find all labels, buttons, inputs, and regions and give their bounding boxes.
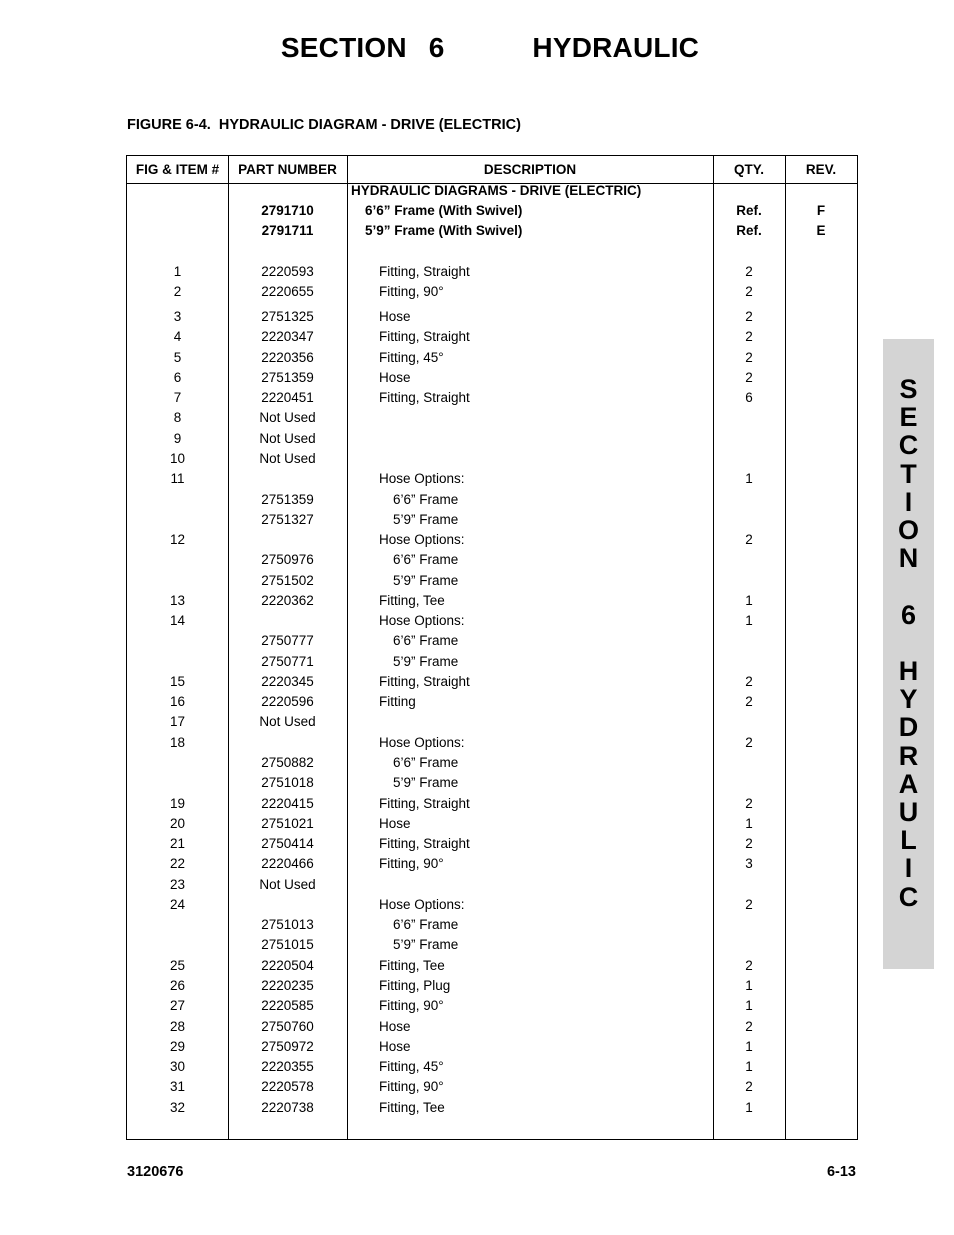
table-row <box>127 449 857 469</box>
table-row <box>127 388 857 408</box>
fig-item-cell: 18 <box>169 735 186 750</box>
description-cell: 5’9” Frame <box>393 573 459 588</box>
fig-item-cell: 8 <box>173 410 182 425</box>
table-row <box>127 429 857 449</box>
part-number-cell: Not Used <box>259 431 316 446</box>
table-row <box>127 712 857 732</box>
table-row <box>127 571 857 591</box>
table-row <box>127 996 857 1016</box>
qty-cell: 2 <box>745 958 753 973</box>
header-rev: REV. <box>805 162 837 177</box>
fig-item-cell: 9 <box>173 431 182 446</box>
fig-item-cell: 2 <box>173 284 182 299</box>
table-row <box>127 368 857 388</box>
table-row <box>127 221 857 241</box>
fig-item-cell: 15 <box>169 674 186 689</box>
description-cell: Fitting <box>379 694 416 709</box>
table-row <box>127 631 857 651</box>
table-row <box>127 834 857 854</box>
part-number-cell: 2751021 <box>261 816 314 831</box>
table-row <box>127 348 857 368</box>
part-number-cell: 2751013 <box>261 917 314 932</box>
qty-cell: 1 <box>745 978 753 993</box>
qty-cell: 2 <box>745 1019 753 1034</box>
table-row <box>127 692 857 712</box>
fig-item-cell: 21 <box>169 836 186 851</box>
description-cell: HYDRAULIC DIAGRAMS - DRIVE (ELECTRIC) <box>351 183 642 198</box>
section-tab-label: S E C T I O N 6 H Y D R A U L I C <box>897 374 919 912</box>
table-row <box>127 327 857 347</box>
document-number: 3120676 <box>127 1164 184 1180</box>
qty-cell: 2 <box>745 836 753 851</box>
table-row <box>127 181 857 201</box>
part-number-cell: 2751325 <box>261 309 314 324</box>
table-row <box>127 611 857 631</box>
qty-cell: 2 <box>745 735 753 750</box>
description-cell: Fitting, Plug <box>379 978 451 993</box>
qty-cell: 1 <box>745 1039 753 1054</box>
table-row <box>127 854 857 874</box>
fig-item-cell: 3 <box>173 309 182 324</box>
description-cell: Fitting, Straight <box>379 390 470 405</box>
table-row <box>127 1057 857 1077</box>
part-number-cell: 2750414 <box>261 836 314 851</box>
part-number-cell: 2750777 <box>261 633 314 648</box>
part-number-cell: 2220235 <box>261 978 314 993</box>
qty-cell: 2 <box>745 329 753 344</box>
table-row <box>127 591 857 611</box>
qty-cell: 2 <box>745 284 753 299</box>
table-row <box>127 530 857 550</box>
qty-cell: 2 <box>745 370 753 385</box>
part-number-cell: 2751018 <box>261 775 314 790</box>
table-row <box>127 262 857 282</box>
table-row <box>127 1037 857 1057</box>
table-row <box>127 794 857 814</box>
part-number-cell: 2220466 <box>261 856 314 871</box>
table-row <box>127 956 857 976</box>
description-cell: 6’6” Frame (With Swivel) <box>365 203 523 218</box>
description-cell: 5’9” Frame (With Swivel) <box>365 223 523 238</box>
fig-item-cell: 32 <box>169 1100 186 1115</box>
parts-table <box>126 155 858 1140</box>
header-part-number: PART NUMBER <box>238 162 337 177</box>
table-row <box>127 282 857 302</box>
part-number-cell: 2220347 <box>261 329 314 344</box>
fig-item-cell: 30 <box>169 1059 186 1074</box>
description-cell: 5’9” Frame <box>393 512 459 527</box>
part-number-cell: Not Used <box>259 877 316 892</box>
table-row <box>127 1017 857 1037</box>
part-number-cell: 2750760 <box>261 1019 314 1034</box>
qty-cell: 1 <box>745 1100 753 1115</box>
table-body <box>127 156 857 1139</box>
table-row <box>127 307 857 327</box>
description-cell: Hose <box>379 816 411 831</box>
table-row <box>127 935 857 955</box>
description-cell: 5’9” Frame <box>393 654 459 669</box>
header-description: DESCRIPTION <box>483 162 577 177</box>
part-number-cell: 2220345 <box>261 674 314 689</box>
part-number-cell: Not Used <box>259 451 316 466</box>
qty-cell: 3 <box>745 856 753 871</box>
table-row <box>127 814 857 834</box>
description-cell: Hose <box>379 370 411 385</box>
description-cell: Fitting, Tee <box>379 1100 445 1115</box>
fig-item-cell: 13 <box>169 593 186 608</box>
part-number-cell: 2220738 <box>261 1100 314 1115</box>
description-cell: Fitting, 90° <box>379 284 444 299</box>
description-cell: 5’9” Frame <box>393 775 459 790</box>
fig-item-cell: 22 <box>169 856 186 871</box>
fig-item-cell: 27 <box>169 998 186 1013</box>
part-number-cell: 2751327 <box>261 512 314 527</box>
page-number: 6-13 <box>826 1164 856 1180</box>
qty-cell: Ref. <box>736 223 762 238</box>
header-fig-item: FIG & ITEM # <box>135 162 220 177</box>
table-row <box>127 773 857 793</box>
qty-cell: 6 <box>745 390 753 405</box>
qty-cell: Ref. <box>736 203 762 218</box>
part-number-cell: 2791711 <box>261 223 314 238</box>
part-number-cell: 2751502 <box>261 573 314 588</box>
fig-item-cell: 25 <box>169 958 186 973</box>
fig-item-cell: 7 <box>173 390 182 405</box>
rev-cell: E <box>816 223 826 238</box>
table-row <box>127 915 857 935</box>
part-number-cell: 2220596 <box>261 694 314 709</box>
qty-cell: 2 <box>745 674 753 689</box>
fig-item-cell: 20 <box>169 816 186 831</box>
qty-cell: 1 <box>745 1059 753 1074</box>
fig-item-cell: 14 <box>169 613 186 628</box>
description-cell: Fitting, 45° <box>379 350 444 365</box>
description-cell: Fitting, Tee <box>379 593 445 608</box>
fig-item-cell: 28 <box>169 1019 186 1034</box>
part-number-cell: 2220362 <box>261 593 314 608</box>
description-cell: Hose Options: <box>379 735 465 750</box>
description-cell: Fitting, Straight <box>379 796 470 811</box>
table-row <box>127 895 857 915</box>
table-row <box>127 408 857 428</box>
fig-item-cell: 31 <box>169 1079 186 1094</box>
fig-item-cell: 29 <box>169 1039 186 1054</box>
description-cell: Fitting, Straight <box>379 329 470 344</box>
qty-cell: 2 <box>745 532 753 547</box>
table-row <box>127 753 857 773</box>
qty-cell: 1 <box>745 998 753 1013</box>
description-cell: 6’6” Frame <box>393 917 459 932</box>
qty-cell: 2 <box>745 350 753 365</box>
description-cell: Fitting, Straight <box>379 836 470 851</box>
qty-cell: 1 <box>745 593 753 608</box>
rev-cell: F <box>816 203 826 218</box>
table-row <box>127 510 857 530</box>
part-number-cell: Not Used <box>259 714 316 729</box>
qty-cell: 1 <box>745 471 753 486</box>
part-number-cell: 2220355 <box>261 1059 314 1074</box>
table-row <box>127 550 857 570</box>
table-row <box>127 1098 857 1118</box>
description-cell: 6’6” Frame <box>393 633 459 648</box>
description-cell: Hose Options: <box>379 532 465 547</box>
part-number-cell: 2220356 <box>261 350 314 365</box>
qty-cell: 2 <box>745 796 753 811</box>
fig-item-cell: 19 <box>169 796 186 811</box>
qty-cell: 2 <box>745 264 753 279</box>
fig-item-cell: 1 <box>173 264 182 279</box>
qty-cell: 2 <box>745 1079 753 1094</box>
description-cell: Hose <box>379 309 411 324</box>
part-number-cell: 2751359 <box>261 492 314 507</box>
part-number-cell: 2220451 <box>261 390 314 405</box>
description-cell: Hose Options: <box>379 471 465 486</box>
qty-cell: 2 <box>745 694 753 709</box>
part-number-cell: 2750972 <box>261 1039 314 1054</box>
table-row <box>127 733 857 753</box>
description-cell: Hose Options: <box>379 897 465 912</box>
table-row <box>127 976 857 996</box>
part-number-cell: 2220585 <box>261 998 314 1013</box>
fig-item-cell: 11 <box>170 471 185 486</box>
qty-cell: 2 <box>745 309 753 324</box>
description-cell: Hose <box>379 1019 411 1034</box>
description-cell: 5’9” Frame <box>393 937 459 952</box>
qty-cell: 2 <box>745 897 753 912</box>
part-number-cell: 2750882 <box>261 755 314 770</box>
table-row <box>127 652 857 672</box>
description-cell: 6’6” Frame <box>393 552 459 567</box>
part-number-cell: 2791710 <box>261 203 314 218</box>
description-cell: Fitting, Straight <box>379 264 470 279</box>
table-row <box>127 672 857 692</box>
table-row <box>127 1077 857 1097</box>
fig-item-cell: 26 <box>169 978 186 993</box>
table-row <box>127 875 857 895</box>
fig-item-cell: 23 <box>169 877 186 892</box>
part-number-cell: 2220593 <box>261 264 314 279</box>
part-number-cell: 2220578 <box>261 1079 314 1094</box>
figure-title: FIGURE 6-4. HYDRAULIC DIAGRAM - DRIVE (ELECTRIC) <box>127 117 521 133</box>
page-title: SECTION 6 HYDRAULIC <box>280 32 700 63</box>
header-qty: QTY. <box>733 162 764 177</box>
description-cell: 6’6” Frame <box>393 492 459 507</box>
fig-item-cell: 10 <box>169 451 186 466</box>
fig-item-cell: 16 <box>169 694 186 709</box>
part-number-cell: 2220655 <box>261 284 314 299</box>
fig-item-cell: 17 <box>169 714 186 729</box>
part-number-cell: 2750976 <box>261 552 314 567</box>
table-row <box>127 490 857 510</box>
fig-item-cell: 12 <box>169 532 186 547</box>
description-cell: Hose <box>379 1039 411 1054</box>
part-number-cell: 2751359 <box>261 370 314 385</box>
description-cell: Fitting, 90° <box>379 998 444 1013</box>
fig-item-cell: 6 <box>173 370 182 385</box>
fig-item-cell: 24 <box>169 897 186 912</box>
part-number-cell: 2220504 <box>261 958 314 973</box>
part-number-cell: 2220415 <box>261 796 314 811</box>
part-number-cell: 2750771 <box>261 654 314 669</box>
description-cell: 6’6” Frame <box>393 755 459 770</box>
qty-cell: 1 <box>745 613 753 628</box>
part-number-cell: 2751015 <box>261 937 314 952</box>
description-cell: Fitting, 45° <box>379 1059 444 1074</box>
description-cell: Fitting, 90° <box>379 856 444 871</box>
section-tab <box>883 339 934 969</box>
fig-item-cell: 4 <box>173 329 182 344</box>
fig-item-cell: 5 <box>173 350 182 365</box>
qty-cell: 1 <box>745 816 753 831</box>
table-row <box>127 469 857 489</box>
table-row <box>127 201 857 221</box>
description-cell: Fitting, Straight <box>379 674 470 689</box>
description-cell: Fitting, 90° <box>379 1079 444 1094</box>
description-cell: Fitting, Tee <box>379 958 445 973</box>
part-number-cell: Not Used <box>259 410 316 425</box>
description-cell: Hose Options: <box>379 613 465 628</box>
